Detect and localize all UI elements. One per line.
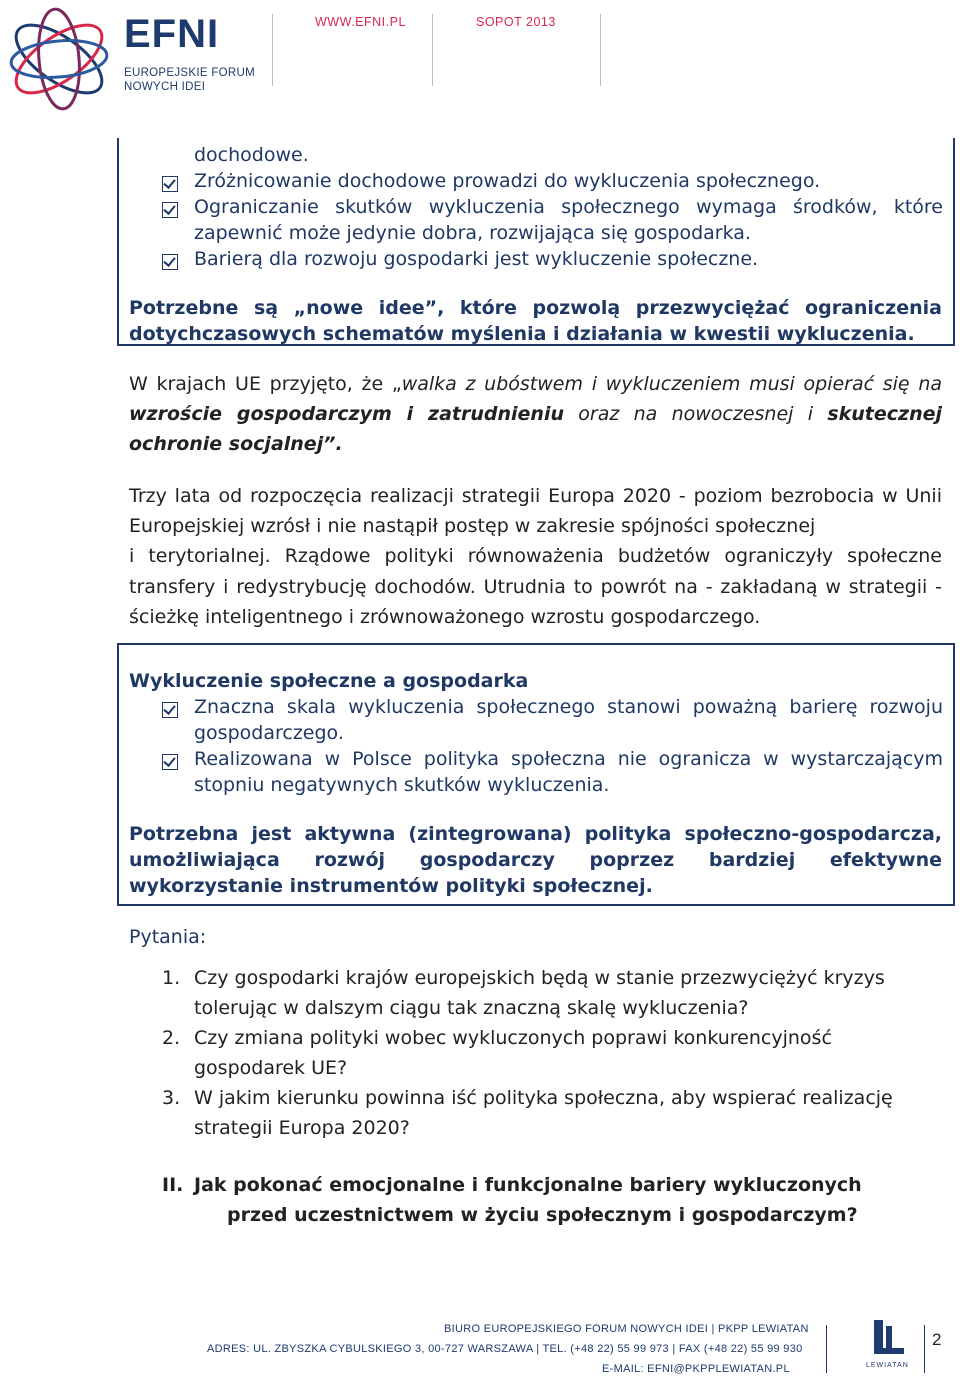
checkbox-icon [162, 254, 178, 270]
box-conclusion: umożliwiająca rozwój gospodarczy poprzez bardziej efektywne [129, 849, 942, 871]
bullet-text: stopniu negatywnych skutków wykluczenia. [194, 774, 610, 796]
paragraph-line: ścieżkę inteligentnego i zrównoważonego wzrostu gospodarczego. [129, 606, 761, 628]
question-text: tolerując w dalszym ciągu tak znaczną skalę wykluczenia? [194, 997, 749, 1019]
section-heading: przed uczestnictwem w życiu społecznym i gospodarczym? [227, 1204, 858, 1226]
checkbox-icon [162, 754, 178, 770]
bullet-text: gospodarczego. [194, 722, 344, 744]
question-number: 1. [162, 967, 181, 989]
box-conclusion: Potrzebna jest aktywna (zintegrowana) polityka społeczno-gospodarcza, [129, 823, 942, 845]
header-divider [600, 14, 601, 86]
bullet-text: Znaczna skala wykluczenia społecznego stanowi poważną barierę rozwoju [194, 696, 943, 718]
question-text: W jakim kierunku powinna iść polityka społeczna, aby wspierać realizację [194, 1087, 893, 1109]
paragraph-line: Trzy lata od rozpoczęcia realizacji strategii Europa 2020 - poziom bezrobocia w Unii [129, 485, 942, 507]
header-place: SOPOT 2013 [476, 15, 556, 29]
page-number: 2 [932, 1330, 942, 1349]
checkbox-icon [162, 176, 178, 192]
paragraph-line: transfery i redystrybucję dochodów. Utrudnia to powrót na - zakładaną w strategii - [129, 576, 942, 598]
question-text: Czy gospodarki krajów europejskich będą w stanie przezwyciężyć kryzys [194, 967, 885, 989]
paragraph-line: wzroście gospodarczym i zatrudnieniu oraz na nowoczesnej i skutecznej [129, 403, 942, 425]
box-heading: Wykluczenie społeczne a gospodarka [129, 670, 529, 692]
paragraph-line: i terytorialnej. Rządowe polityki równoważenia budżetów ograniczyły społeczne [129, 545, 942, 567]
bullet-text: Ograniczanie skutków wykluczenia społecznego wymaga środków, które [194, 196, 943, 218]
lewiatan-logo-icon [866, 1318, 910, 1358]
paragraph-line: ochronie socjalnej”. [129, 433, 343, 455]
bullet-text: Barierą dla rozwoju gospodarki jest wykluczenie społeczne. [194, 248, 759, 270]
question-text: gospodarek UE? [194, 1057, 348, 1079]
logo-subtitle: EUROPEJSKIE FORUM NOWYCH IDEI [124, 67, 255, 93]
box-conclusion: dotychczasowych schematów myślenia i działania w kwestii wykluczenia. [129, 323, 915, 345]
section-number: II. [162, 1174, 184, 1196]
question-text: Czy zmiana polityki wobec wykluczonych poprawi konkurencyjność [194, 1027, 832, 1049]
box-conclusion: wykorzystanie instrumentów polityki społecznej. [129, 875, 653, 897]
footer-email: E-MAIL: EFNI@PKPPLEWIATAN.PL [602, 1363, 790, 1375]
paragraph-line: W krajach UE przyjęto, że „walka z ubóstwem i wykluczeniem musi opierać się na [129, 373, 942, 395]
page-divider [924, 1325, 925, 1373]
box-conclusion: Potrzebne są „nowe idee”, które pozwolą przezwyciężać ograniczenia [129, 297, 942, 319]
box-text-fragment: dochodowe. [194, 144, 309, 166]
footer-divider [826, 1325, 827, 1373]
footer-org: BIURO EUROPEJSKIEGO FORUM NOWYCH IDEI | PKPP LEWIATAN [444, 1323, 809, 1335]
logo-text: EFNI [124, 12, 220, 56]
checkbox-icon [162, 202, 178, 218]
section-heading: Jak pokonać emocjonalne i funkcjonalne bariery wykluczonych [194, 1174, 862, 1196]
efni-logo-icon [4, 4, 114, 114]
question-number: 2. [162, 1027, 181, 1049]
question-number: 3. [162, 1087, 181, 1109]
paragraph-line: Europejskiej wzrósł i nie nastąpił postęp w zakresie spójności społecznej [129, 515, 816, 537]
footer-address: ADRES: UL. ZBYSZKA CYBULSKIEGO 3, 00-727 WARSZAWA | TEL. (+48 22) 55 99 973 | FAX (+48 22) 55 99 930 [207, 1343, 803, 1355]
bullet-text: zapewnić może jedynie dobra, rozwijająca się gospodarka. [194, 222, 751, 244]
checkbox-icon [162, 702, 178, 718]
header-url: WWW.EFNI.PL [315, 15, 406, 29]
questions-label: Pytania: [129, 926, 207, 948]
header-divider [272, 14, 273, 86]
bullet-text: Realizowana w Polsce polityka społeczna nie ogranicza w wystarczającym [194, 748, 943, 770]
bullet-text: Zróżnicowanie dochodowe prowadzi do wykluczenia społecznego. [194, 170, 821, 192]
header-divider [432, 14, 433, 86]
question-text: strategii Europa 2020? [194, 1117, 410, 1139]
lewiatan-name: LEWIATAN [866, 1362, 909, 1369]
